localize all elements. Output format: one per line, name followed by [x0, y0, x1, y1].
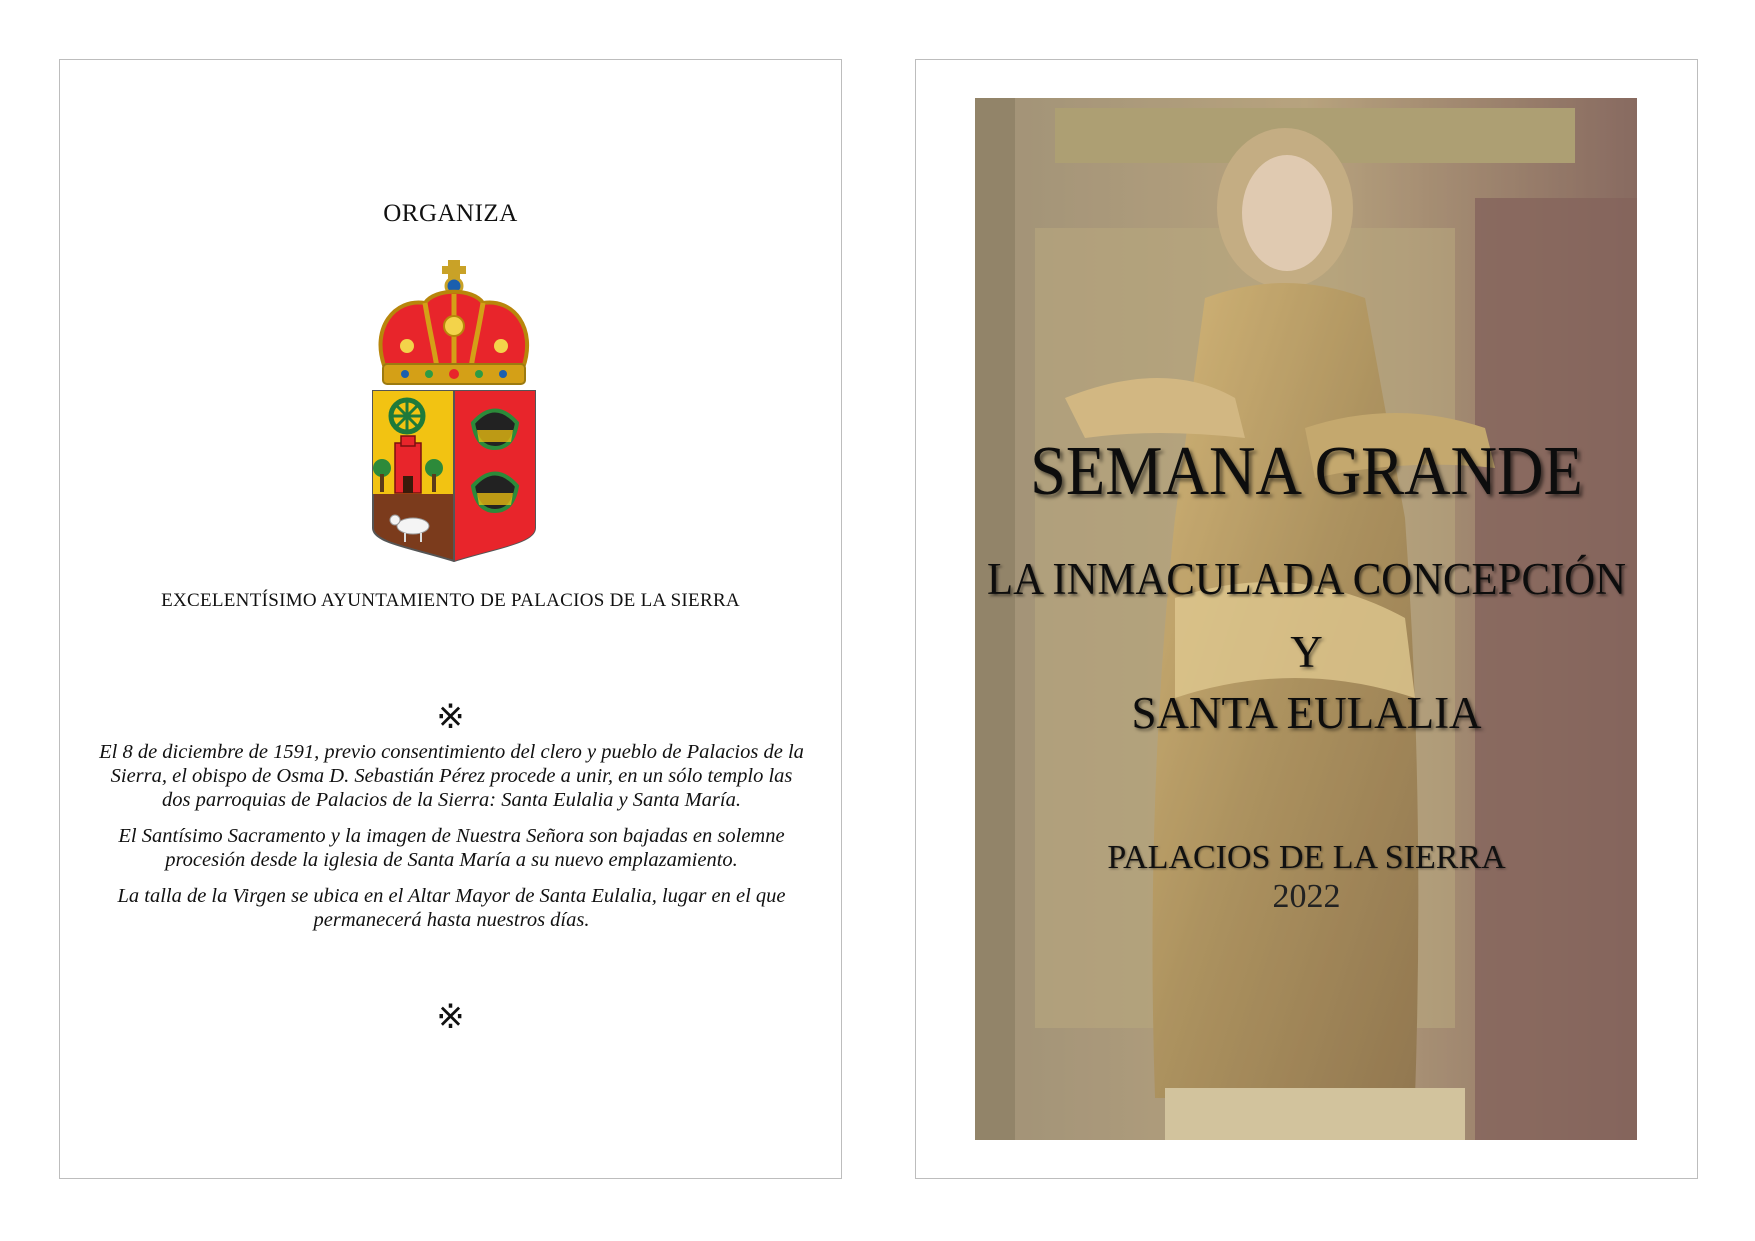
history-text — [96, 740, 807, 944]
history-paragraph-2: El Santísimo Sacramento y la imagen de Nuestra Señora son bajadas en solemne procesión desde la iglesia de Santa María a su nuevo emplazamiento. — [118, 825, 785, 871]
organiza-label: ORGANIZA — [383, 200, 518, 227]
separator-symbol-bottom: ※ — [436, 997, 465, 1037]
cover-subtitle-line-3: SANTA EULALIA — [1131, 688, 1482, 738]
cover-subtitle-line-1: LA INMACULADA CONCEPCIÓN — [987, 554, 1626, 604]
cover-place: PALACIOS DE LA SIERRA — [1107, 839, 1506, 876]
right-page — [915, 59, 1698, 1179]
ayuntamiento-label: EXCELENTÍSIMO AYUNTAMIENTO DE PALACIOS DE LA SIERRA — [161, 590, 740, 611]
cover-title: SEMANA GRANDE — [1030, 433, 1583, 510]
cover-titles — [916, 60, 1697, 1178]
cover-year: 2022 — [1272, 878, 1341, 915]
separator-symbol-top: ※ — [436, 697, 465, 737]
history-paragraph-3: La talla de la Virgen se ubica en el Altar Mayor de Santa Eulalia, lugar en el que permanecerá hasta nuestros días. — [117, 885, 786, 931]
history-paragraph-1: El 8 de diciembre de 1591, previo consentimiento del clero y pueblo de Palacios de la Sierra, el obispo de Osma D. Sebastián Pérez procede a unir, en un sólo templo las dos parroquias de Palacios de la Sierra: Santa Eulalia y Santa María. — [99, 741, 804, 811]
coat-of-arms-image — [365, 258, 543, 563]
cover-subtitle-line-2: Y — [1290, 627, 1323, 677]
left-page — [59, 59, 842, 1179]
